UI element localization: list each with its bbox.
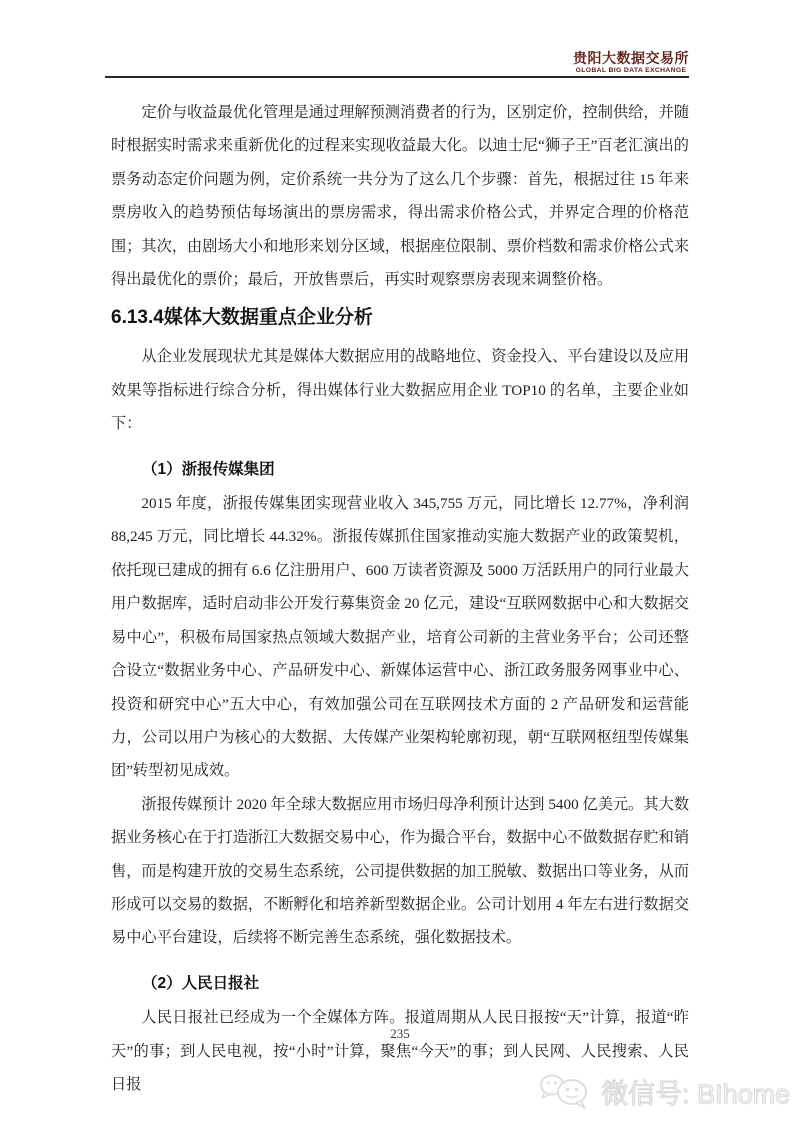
subheading-zhejiang-media-group: （1）浙报传媒集团 (142, 460, 275, 478)
wechat-icon (539, 1068, 593, 1114)
watermark (539, 1068, 790, 1114)
exchange-logo (573, 50, 689, 74)
section-heading-6-13-4: 6.13.4媒体大数据重点企业分析 (111, 307, 373, 329)
exchange-logo-cn: 贵阳大数据交易所 (573, 50, 689, 66)
paragraph-pricing-optimization: 定价与收益最优化管理是通过理解预测消费者的行为，区别定价，控制供给，并随时根据实时需求来重新优化的过程来实现收益最大化。以迪士尼“狮子王”百老汇演出的票务动态定价问题为例，定价系统一共分为了这么几个步骤：首先，根据过往 15 年来票房收入的趋势预估每场演出的票房需求，得出需求价格公式，并界定合理的价格范围；其次，由剧场大小和地形来划分区域，根据座位限制、票价档数和需求价格公式来得出最优化的票价；最后，开放售票后，再实时观察票房表现来调整价格。 (111, 104, 689, 289)
document-body (111, 96, 689, 1101)
page-header (105, 0, 689, 82)
paragraph-peoples-daily-1: 人民日报社已经成为一个全媒体方阵。报道周期从人民日报按“天”计算，报道“昨天”的事；到人民电视，按“小时”计算，聚焦“今天”的事；到人民网、人民搜索、人民日报 (111, 1009, 689, 1093)
watermark-text: 微信号: BIhome (600, 1078, 790, 1109)
paragraph-section-intro: 从企业发展现状尤其是媒体大数据应用的战略地位、资金投入、平台建设以及应用效果等指标进行综合分析，得出媒体行业大数据应用企业 TOP10 的名单，主要企业如下： (111, 348, 689, 433)
subheading-peoples-daily: （2）人民日报社 (142, 974, 260, 992)
paragraph-zhejiang-media-2: 浙报传媒预计 2020 年全球大数据应用市场归母净利预计达到 5400 亿美元。其大数据业务核心在于打造浙江大数据交易中心，作为撮合平台，数据中心不做数据存贮和销售，而是构建开放的交易生态系统，公司提供数据的加工脱敏、数据出口等业务，从而形成可以交易的数据，不断孵化和培养新型数据企业。公司计划用 4 年左右进行数据交易中心平台建设，后续将不断完善生态系统，强化数据技术。 (111, 795, 689, 947)
page-number: 235 (390, 1026, 410, 1041)
header-divider (105, 76, 689, 78)
paragraph-zhejiang-media-1: 2015 年度，浙报传媒集团实现营业收入 345,755 万元，同比增长 12.77%，净利润 88,245 万元，同比增长 44.32%。浙报传媒抓住国家推动实施大数据产业的政策契机，依托现已建成的拥有 6.6 亿注册用户、600 万读者资源及 5000 万活跃用户的同行业最大用户数据库，适时启动非公开发行募集资金 20 亿元，建设“互联网数据中心和大数据交易中心”，积极布局国家热点领域大数据产业，培育公司新的主营业务平台；公司还整合设立“数据业务中心、产品研发中心、新媒体运营中心、浙江政务服务网事业中心、投资和研究中心”五大中心，有效加强公司在互联网技术方面的 2 产品研发和运营能力，公司以用户为核心的大数据、大传媒产业架构轮廓初现，朝“互联网枢纽型传媒集团”转型初见成效。 (111, 495, 689, 780)
exchange-logo-en: GLOBAL BIG DATA EXCHANGE (575, 67, 687, 75)
